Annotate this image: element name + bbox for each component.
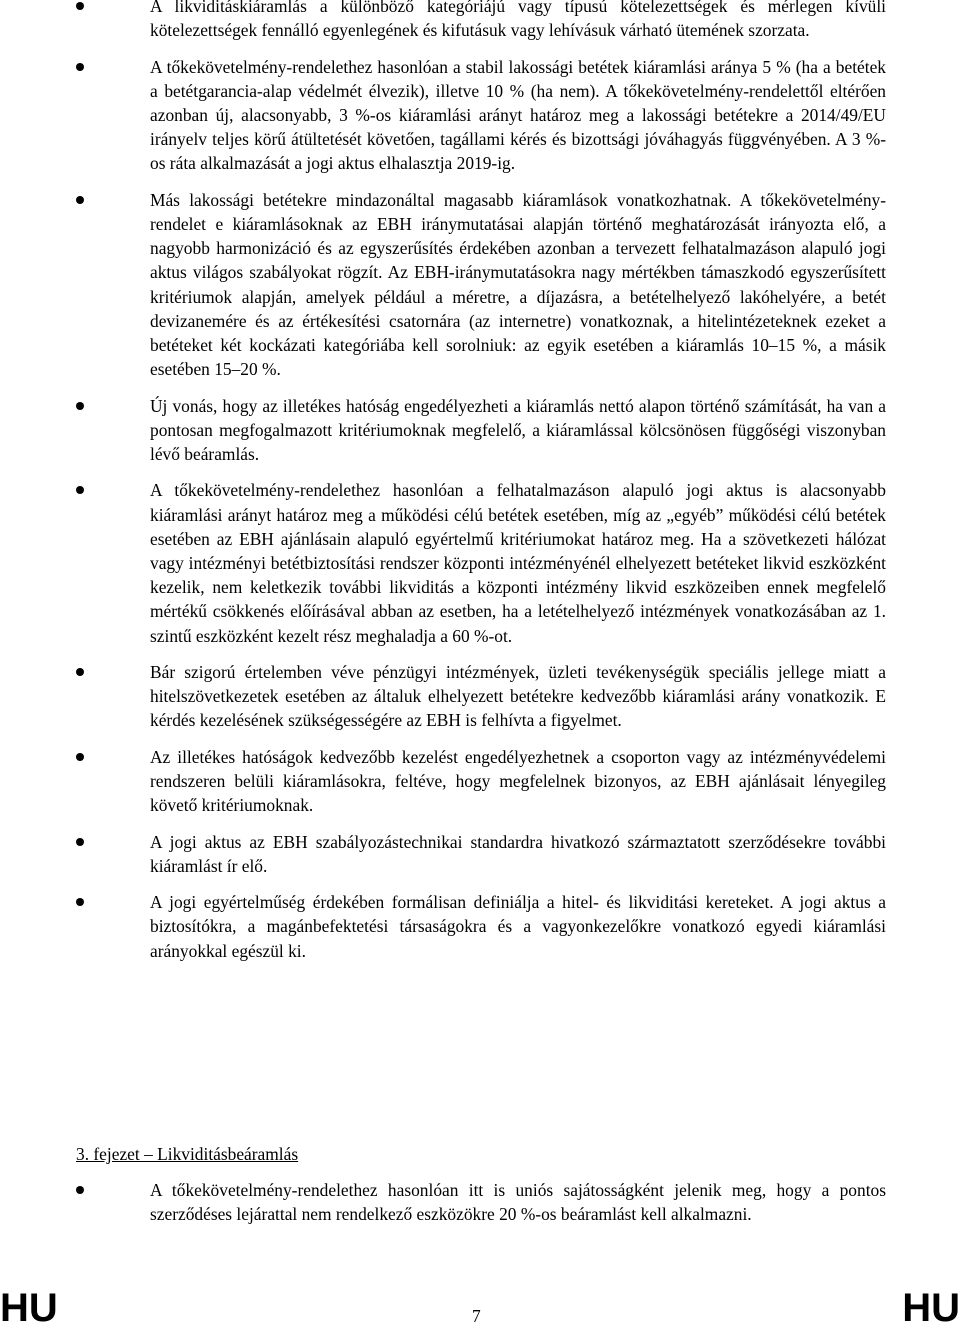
list-item [0, 55, 960, 176]
list-item [0, 745, 960, 818]
list-item-text: A tőkekövetelmény-rendelethez hasonlóan itt is uniós sajátosságként jelenik meg, hogy a pontos szerződéses lejárattal nem rendelkező eszközökre 20 %-os beáramlást kell alkalmazni. [150, 1180, 886, 1225]
list-item-text: Új vonás, hogy az illetékes hatóság engedélyezheti a kiáramlás nettó alapon történő számítását, ha van a pontosan megfogalmazott kritériumoknak megfelelő, a kiáramlással kölcsönösen függőségi viszonyban lévő beáramlás. [150, 395, 886, 465]
list-item [0, 188, 960, 382]
list-item-text: Más lakossági betétekre mindazonáltal magasabb kiáramlások vonatkozhatnak. A tőkekövetelmény-rendelet e kiáramlásoknak az EBH iránymutatásai alapján történő meghatározását irányozta elő, a nagyobb harmonizáció és az egyszerűsítés érdekében azonban a tervezett felhatalmazáson alapuló jogi aktus világos szabályokat rögzít. Az EBH-iránymutatásokra nagy mértékben támaszkodó egyszerűsített kritériumok alapján, amelyek például a méretre, a díjazásra, a betételhelyező lakóhelyére, a betét devizanemére és az értékesítési csatornára (az internetre) vonatkoznak, a hitelintézeteknek ezeket a betéteket két kockázati kategóriába kell sorolniuk: az egyik esetében a kiáramlás 10–15 %, a másik esetében 15–20 %. [150, 189, 886, 380]
list-item [0, 1178, 960, 1226]
chapter-heading: 3. fejezet – Likviditásbeáramlás [76, 1144, 299, 1164]
list-item-text: A jogi aktus az EBH szabályozástechnikai standardra hivatkozó származtatott szerződésekre további kiáramlást ír elő. [150, 831, 886, 876]
list-item-text: A likviditáskiáramlás a különböző kategóriájú vagy típusú kötelezettségek és mérlegen kívüli kötelezettségek fennálló egyenlegének és kifutásuk vagy lehívásuk várható ütemének szorzata. [150, 0, 886, 41]
page-number: 7 [472, 1306, 481, 1326]
bullet-icon [76, 2, 84, 10]
list-item-text: A tőkekövetelmény-rendelethez hasonlóan a felhatalmazáson alapuló jogi aktus is alacsonyabb kiáramlási arányt határoz meg a működési célú betétek esetében, míg az „egyéb” működési célú betétek esetében az EBH ajánlásain alapuló egyértelmű kritériumokat határoz meg. Ha a szövetkezeti hálózat vagy intézményi betétbiztosítási rendszer központi intézményénél elhelyezett betéteket likvid eszközként kezelik, nem keletkezik további likviditás a központi intézmény likvid eszközeiben ennek megfelelő mértékű csökkenés előírásával abban az esetben, ha a letételhelyező intézmények vonatkozásában az 1. szintű eszközként kezelt rész meghaladja a 60 %-ot. [150, 480, 886, 646]
footer-language-right: HU [902, 1286, 960, 1330]
list-item [0, 478, 960, 647]
bullet-icon [76, 402, 84, 410]
list-item [0, 0, 960, 42]
list-item [0, 890, 960, 963]
bullet-icon [76, 1186, 84, 1194]
bullet-icon [76, 196, 84, 204]
list-item-text: Az illetékes hatóságok kedvezőbb kezelést engedélyezhetnek a csoporton vagy az intézményvédelemi rendszeren belüli kiáramlásokra, feltéve, hogy megfelelnek bizonyos, az EBH ajánlásait lényegileg követő kritériumoknak. [150, 746, 886, 816]
list-item-text: Bár szigorú értelemben véve pénzügyi intézmények, üzleti tevékenységük speciális jellege miatt a hitelszövetkezetek esetében az általuk elhelyezett betétekre kedvezőbb kiáramlási arány vonatkozik. E kérdés kezelésének szükségességére az EBH is felhívta a figyelmet. [150, 662, 886, 731]
bullet-icon [76, 838, 84, 846]
inflow-bullet-list [0, 1178, 960, 1239]
bullet-icon [76, 63, 84, 71]
bullet-icon [76, 898, 84, 906]
list-item [0, 660, 960, 733]
list-item-text: A tőkekövetelmény-rendelethez hasonlóan a stabil lakossági betétek kiáramlási aránya 5 % (ha a betétek a betétgarancia-alap védelmét élvezik), illetve 10 % (ha nem). A tőkekövetelmény-rendelettől eltérően azonban új, alacsonyabb, 3 %-os kiáramlási arányt határoz meg a lakossági betétekre a 2014/49/EU irányelv teljes körű átültetését követően, tagállami kérés és bizottsági jóváhagyás függvényében. A 3 %-os ráta alkalmazását a jogi aktus elhalasztja 2019-ig. [150, 56, 886, 174]
bullet-icon [76, 486, 84, 494]
footer-language-left: HU [0, 1286, 58, 1330]
list-item-text: A jogi egyértelműség érdekében formálisan definiálja a hitel- és likviditási kereteket. A jogi aktus a biztosítókra, a magánbefektetési társaságokra és a vagyonkezelőkre vonatkozó egyedi kiáramlási arányokkal egészül ki. [150, 892, 886, 961]
bullet-icon [76, 753, 84, 761]
bullet-icon [76, 668, 84, 676]
list-item [0, 394, 960, 467]
list-item [0, 830, 960, 878]
